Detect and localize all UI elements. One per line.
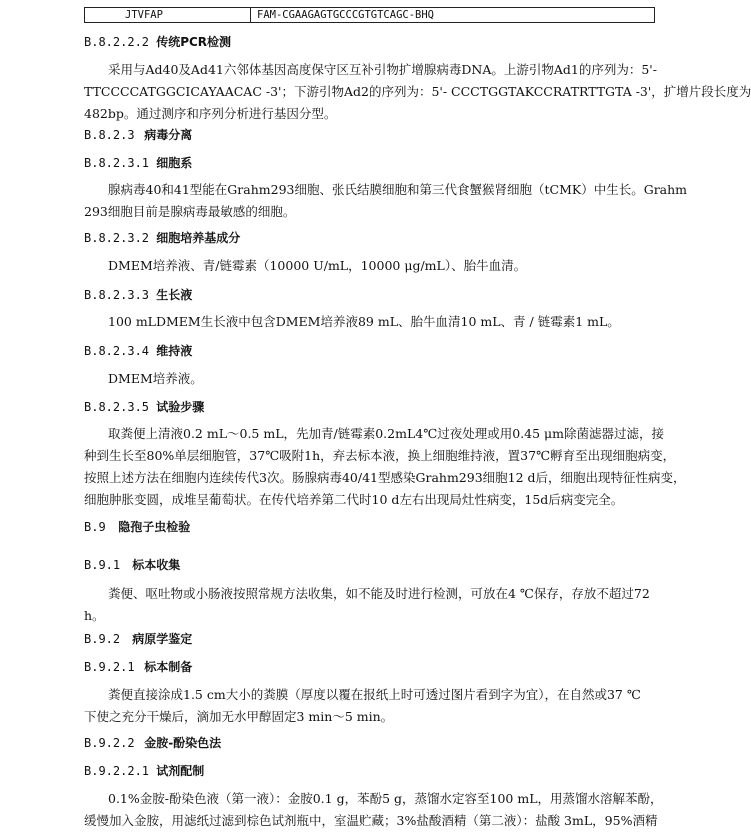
table-row — [85, 8, 655, 23]
probe-sequence-cell: FAM-CGAAGAGTGCCCGTGTCAGC-BHQ — [251, 8, 655, 23]
paragraph-line: h。 — [84, 608, 105, 623]
section-heading — [84, 34, 231, 50]
section-number: B.9.2.2 — [84, 736, 135, 750]
paragraph-line: 细胞肿胀变圆，成堆呈葡萄状。在传代培养第二代时10 d左右出现局灶性病变，15d后病变完全。 — [84, 492, 624, 507]
section-title: 隐孢子虫检验 — [118, 520, 191, 534]
section-title: 标本制备 — [144, 660, 193, 674]
paragraph — [84, 368, 655, 390]
section-heading — [84, 343, 192, 359]
section-heading — [84, 763, 204, 779]
section-title: 病原学鉴定 — [132, 632, 193, 646]
section-number: B.9.1 — [84, 558, 121, 572]
paragraph-line: 粪便直接涂成1.5 cm大小的粪膜（厚度以覆在报纸上时可透过图片看到字为宜），在自然或37 ℃ — [108, 687, 641, 702]
section-heading — [84, 127, 192, 143]
section-title: 细胞系 — [156, 156, 193, 170]
paragraph — [84, 423, 686, 511]
section-number: B.8.2.3.5 — [84, 400, 150, 414]
section-heading — [84, 230, 240, 246]
paragraph-line: DMEM培养液。 — [108, 371, 203, 386]
paragraph-line: 种到生长至80%单层细胞管，37℃吸附1h，弃去标本液，换上细胞维持液，置37℃孵育至出现细胞病变， — [84, 448, 676, 463]
section-heading — [84, 287, 192, 303]
section-heading — [84, 735, 221, 751]
section-title: 试剂配制 — [156, 764, 205, 778]
paragraph-line: 取粪便上清液0.2 mL～0.5 mL，先加青/链霉素0.2mL4℃过夜处理或用0.45 μm除菌滤器过滤，接 — [108, 426, 664, 441]
paragraph — [84, 583, 655, 627]
section-number: B.8.2.3 — [84, 128, 135, 142]
paragraph — [84, 179, 688, 223]
section-title: 传统PCR检测 — [156, 35, 232, 49]
paragraph-line: TTCCCCATGGCICAYAACAC -3'；下游引物Ad2的序列为：5'- CCCTGGTAKCCRATRTTGTA -3'，扩增片段长度为 — [84, 84, 751, 99]
paragraph — [84, 684, 655, 728]
paragraph-line: 100 mLDMEM生长液中包含DMEM培养液89 mL、胎牛血清10 mL、青 / 链霉素1 mL。 — [108, 314, 620, 329]
section-title: 病毒分离 — [144, 128, 193, 142]
section-number: B.8.2.3.3 — [84, 288, 150, 302]
section-number: B.8.2.3.2 — [84, 231, 150, 245]
paragraph — [84, 255, 655, 277]
section-number: B.9.2 — [84, 632, 121, 646]
section-number: B.9.2.2.1 — [84, 764, 150, 778]
section-number: B.9.2.1 — [84, 660, 135, 674]
paragraph-line: DMEM培养液、青/链霉素（10000 U/mL，10000 μg/mL）、胎牛血清。 — [108, 258, 527, 273]
section-title: 金胺-酚染色法 — [144, 736, 222, 750]
paragraph-line: 缓慢加入金胺，用滤纸过滤到棕色试剂瓶中，室温贮藏；3%盐酸酒精（第二液）：盐酸 3mL，95%酒精 — [84, 813, 658, 828]
section-number: B.8.2.3.4 — [84, 344, 150, 358]
paragraph-line: 293细胞目前是腺病毒最敏感的细胞。 — [84, 204, 296, 219]
probe-table — [84, 7, 655, 23]
paragraph-line: 采用与Ad40及Ad41六邻体基因高度保守区互补引物扩增腺病毒DNA。上游引物Ad1的序列为：5'- — [108, 62, 657, 77]
probe-name-cell: JTVFAP — [85, 8, 251, 23]
section-heading — [84, 155, 192, 171]
section-title: 标本收集 — [132, 558, 181, 572]
section-heading — [84, 557, 180, 573]
paragraph-line: 腺病毒40和41型能在Grahm293细胞、张氏结膜细胞和第三代食蟹猴肾细胞（tCMK）中生长。Grahm — [108, 182, 688, 197]
section-number: B.8.2.2.2 — [84, 35, 150, 49]
section-title: 试验步骤 — [156, 400, 205, 414]
paragraph-line: 粪便、呕吐物或小肠液按照常规方法收集，如不能及时进行检测，可放在4 ℃保存，存放不超过72 — [108, 586, 650, 601]
section-heading — [84, 631, 192, 647]
section-heading — [84, 519, 190, 535]
section-heading — [84, 659, 192, 675]
paragraph-line: 按照上述方法在细胞内连续传代3次。肠腺病毒40/41型感染Grahm293细胞12 d后，细胞出现特征性病变， — [84, 470, 686, 485]
section-number: B.9 — [84, 520, 106, 534]
section-number: B.8.2.3.1 — [84, 156, 150, 170]
section-heading — [84, 399, 204, 415]
paragraph — [84, 311, 655, 333]
paragraph-line: 下使之充分干燥后，滴加无水甲醇固定3 min～5 min。 — [84, 709, 394, 724]
paragraph-line: 0.1%金胺-酚染色液（第一液）：金胺0.1 g，苯酚5 g，蒸馏水定容至100 mL，用蒸馏水溶解苯酚， — [108, 791, 663, 806]
paragraph — [84, 59, 751, 125]
paragraph — [84, 788, 663, 832]
paragraph-line: 482bp。通过测序和序列分析进行基因分型。 — [84, 106, 337, 121]
section-title: 生长液 — [156, 288, 193, 302]
section-title: 维持液 — [156, 344, 193, 358]
section-title: 细胞培养基成分 — [156, 231, 241, 245]
